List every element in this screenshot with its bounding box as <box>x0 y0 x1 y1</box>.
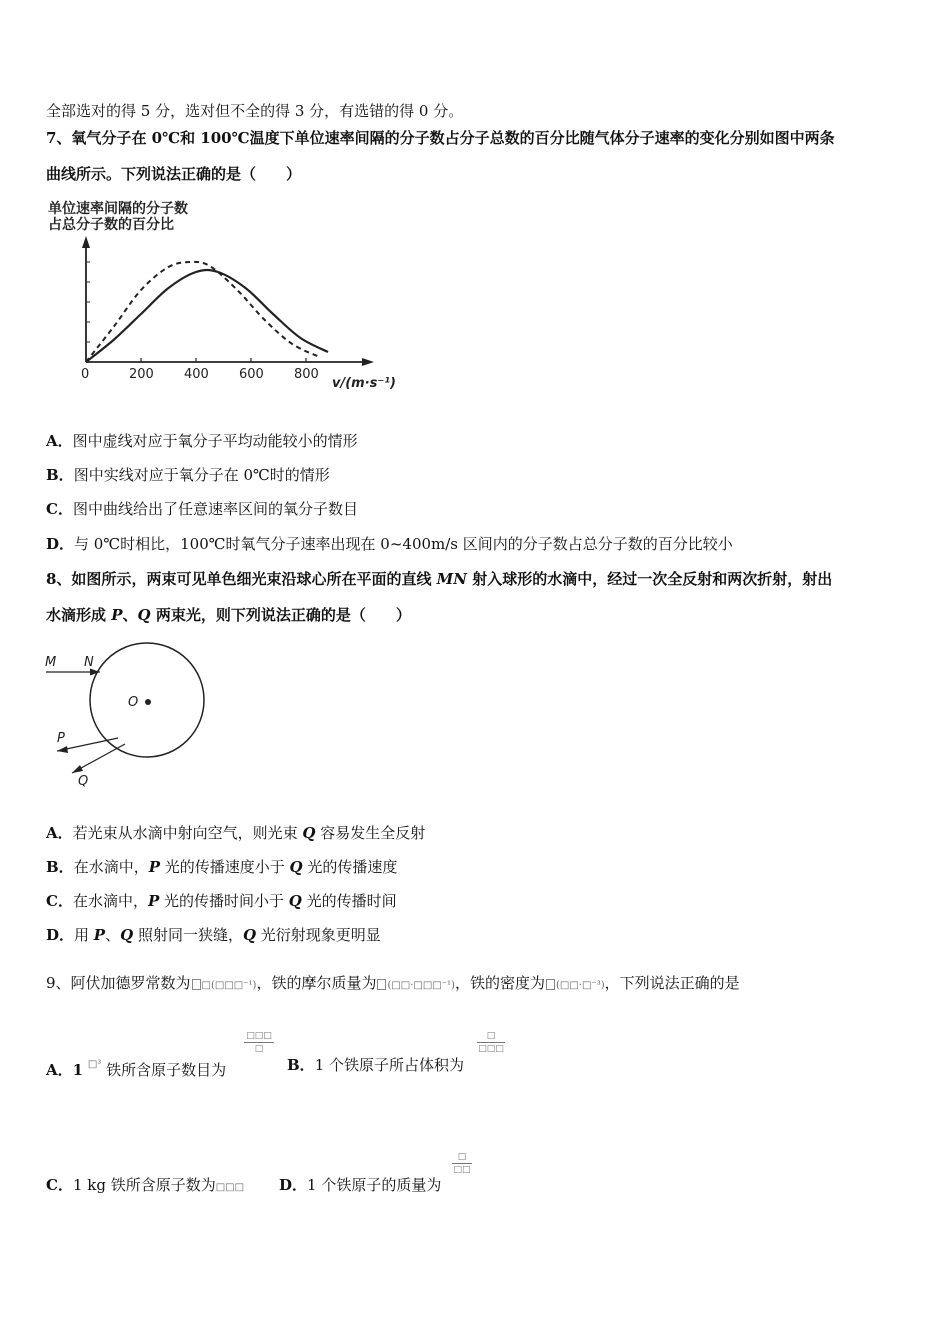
option-text: 若光束从水滴中射向空气，则光束 <box>72 824 303 842</box>
option-text: 图中虚线对应于氧分子平均动能较小的情形 <box>72 432 358 450</box>
q7-velocity-distribution-chart <box>40 196 420 396</box>
label-p: P <box>57 731 65 746</box>
broken-formula-icon: □(□□□⁻¹) <box>201 980 257 991</box>
q8-stem-line1 <box>46 569 832 589</box>
broken-formula-icon: □□□ <box>215 1182 245 1193</box>
stem-symbol-p: P <box>111 606 123 624</box>
stem-text: 两束光，则下列说法正确的是（ ） <box>150 606 411 624</box>
option-symbol: Q <box>288 892 302 910</box>
chart-xlabel: v/(m·s⁻¹) <box>332 376 396 391</box>
chart-series-dashed <box>86 262 320 362</box>
option-text: 铁所含原子数目为 <box>106 1061 227 1079</box>
stem-text: ，铁的密度为 <box>454 974 545 992</box>
option-text: 光的传播速度 <box>302 858 398 876</box>
q9-option-a[interactable] <box>46 1055 226 1080</box>
chart-x-axis-arrow <box>362 358 374 366</box>
option-text: 1 个铁原子的质量为 <box>307 1176 442 1194</box>
option-text: 图中实线对应于氧分子在 0℃时的情形 <box>73 466 330 484</box>
q7-option-d[interactable] <box>46 534 733 554</box>
option-symbol: Q <box>242 926 257 944</box>
q7-option-c[interactable] <box>46 499 358 519</box>
option-text: 1 <box>72 1061 84 1079</box>
option-text: 用 <box>74 926 94 944</box>
option-letter: B． <box>46 466 74 484</box>
q8-stem-line2 <box>46 605 411 625</box>
option-letter: C． <box>46 500 73 518</box>
option-letter: B． <box>287 1056 315 1074</box>
stem-text: 射入球形的水滴中，经过一次全反射和两次折射，射出 <box>467 570 833 588</box>
chart-ylabel-line1: 单位速率间隔的分子数 <box>48 201 188 217</box>
q8-option-a[interactable] <box>46 823 425 843</box>
formula-placeholder-icon <box>377 979 386 990</box>
q9-option-d[interactable] <box>279 1175 441 1195</box>
option-letter: D． <box>46 926 75 944</box>
q8-option-b[interactable] <box>46 857 397 877</box>
option-text: 与 0℃时相比，100℃时氧气分子速率出现在 0~400m/s 区间内的分子数占总分子数的百分比较小 <box>74 535 733 553</box>
q9-option-b[interactable] <box>287 1055 464 1075</box>
stem-symbol-q: Q <box>137 606 151 624</box>
option-symbol: P <box>147 892 160 910</box>
option-letter: A． <box>46 432 73 450</box>
option-text: 容易发生全反射 <box>315 824 426 842</box>
label-n: N <box>84 655 94 670</box>
q7-stem-line2: 曲线所示。下列说法正确的是（ ） <box>46 165 302 183</box>
stem-text: 9、阿伏加德罗常数为 <box>46 974 191 992</box>
stem-text: 、 <box>122 606 138 624</box>
option-letter: C． <box>46 1176 73 1194</box>
option-letter: D． <box>279 1176 308 1194</box>
q8-option-c[interactable] <box>46 891 397 911</box>
chart-x-tick-label: 400 <box>184 367 209 382</box>
center-point <box>145 699 151 705</box>
stem-text: ，下列说法正确的是 <box>604 974 740 992</box>
chart-x-tick-label: 200 <box>129 367 154 382</box>
label-q: Q <box>78 774 89 789</box>
option-text: 光的传播时间 <box>301 892 397 910</box>
q9-stem <box>46 973 740 996</box>
q7-stem-line1: 7、氧气分子在 0℃和 100℃温度下单位速率间隔的分子数占分子总数的百分比随气体分子速率的变化分别如图中两条 <box>46 129 835 147</box>
option-symbol: Q <box>120 926 134 944</box>
option-text: 光的传播速度小于 <box>159 858 290 876</box>
label-o: O <box>128 695 139 710</box>
option-text: 光的传播时间小于 <box>159 892 289 910</box>
chart-y-axis-arrow <box>82 236 90 248</box>
option-text: 照射同一狭缝， <box>133 926 243 944</box>
formula-placeholder-icon <box>546 979 555 990</box>
option-letter: B． <box>46 858 74 876</box>
option-symbol: Q <box>302 824 316 842</box>
q9-option-a-fraction-icon: □□□ □ <box>244 1030 274 1055</box>
option-text: 1 kg 铁所含原子数为 <box>72 1176 216 1194</box>
stem-text: ，铁的摩尔质量为 <box>256 974 377 992</box>
label-m: M <box>45 655 57 670</box>
chart-x-tick-label: 800 <box>294 367 319 382</box>
chart-ylabel-line2: 占总分子数的百分比 <box>48 217 174 233</box>
option-letter: C． <box>46 892 73 910</box>
ray-p-arrow <box>57 746 68 753</box>
q9-option-d-fraction-icon: □ □□ <box>453 1152 471 1175</box>
stem-symbol-mn: MN <box>436 570 467 588</box>
q7-option-b[interactable] <box>46 465 330 485</box>
option-text: 、 <box>105 926 121 944</box>
q8-water-droplet-diagram <box>40 642 220 792</box>
q9-option-c[interactable] <box>46 1175 244 1198</box>
ray-q-arrow <box>72 765 83 773</box>
q8-option-d[interactable] <box>46 925 381 945</box>
option-symbol: Q <box>289 858 303 876</box>
broken-formula-icon: □³ <box>87 1059 102 1070</box>
option-text: 在水滴中， <box>73 858 149 876</box>
stem-text: 水滴形成 <box>46 606 112 624</box>
option-symbol: P <box>148 858 160 876</box>
option-letter: A． <box>46 1061 73 1079</box>
option-symbol: P <box>93 926 106 944</box>
option-text: 1 个铁原子所占体积为 <box>314 1056 464 1074</box>
option-letter: A． <box>46 824 73 842</box>
chart-origin-label: 0 <box>81 367 90 382</box>
q9-option-b-fraction-icon: □ □□□ <box>478 1031 504 1054</box>
q7-option-a[interactable] <box>46 431 358 451</box>
formula-placeholder-icon <box>192 979 201 990</box>
broken-formula-icon: (□□·□□□⁻¹) <box>387 980 455 991</box>
broken-formula-icon: (□□·□⁻³) <box>555 980 605 991</box>
stem-text: 8、如图所示，两束可见单色细光束沿球心所在平面的直线 <box>46 570 437 588</box>
instructions-line: 全部选对的得 5 分，选对但不全的得 3 分，有选错的得 0 分。 <box>46 102 464 120</box>
chart-x-tick-label: 600 <box>239 367 264 382</box>
option-letter: D． <box>46 535 75 553</box>
option-text: 在水滴中， <box>72 892 148 910</box>
option-text: 图中曲线给出了任意速率区间的氧分子数目 <box>72 500 358 518</box>
option-text: 光衍射现象更明显 <box>256 926 381 944</box>
